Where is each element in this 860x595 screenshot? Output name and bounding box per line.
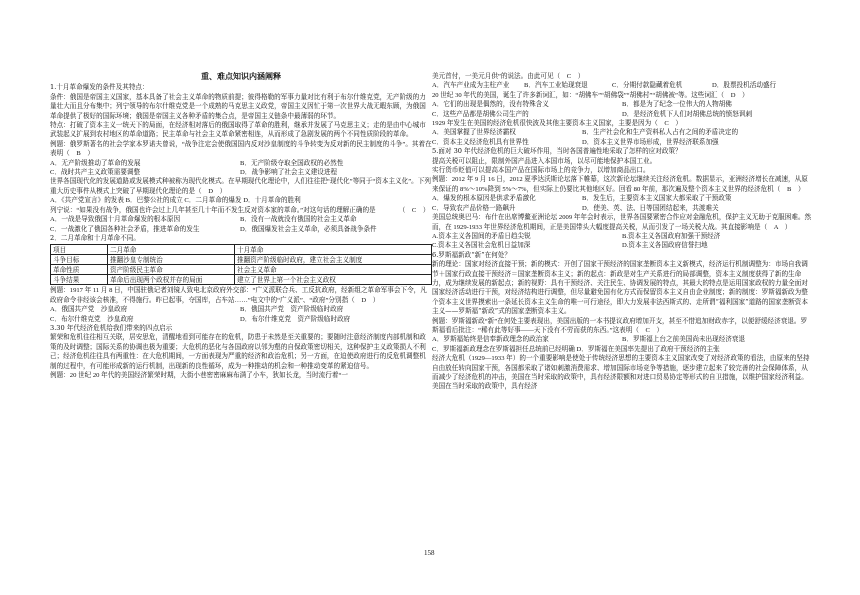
option-row <box>50 305 432 314</box>
option: A．罗斯福始终是信奉新政理念的政治家 <box>432 336 549 344</box>
table-row <box>51 265 432 275</box>
paragraph: 条件：俄国是帝国主义国家，基本具备了社会主义革命的物质前提；彼得格勒的军事力量对比有利于布尔什维克党，无产阶级的力量壮大而且分布集中；列宁领导的布尔什维克党是一个成熟的马克思主义政党，帝国主义因忙于第一次世界大战无暇东顾，为俄国革命提供了极好的国际环境；俄国是帝国主义各种矛盾的集合点，是帝国主义链条中最薄弱的环节。 <box>50 92 426 120</box>
option: A．爆发的根本原因是供求矛盾激化 <box>432 195 536 203</box>
option: B．都是为了纪念一位伟大的人物胡佛 <box>622 101 732 109</box>
option: B．生产社会化和生产资料私人占有之间的矛盾决定的 <box>582 129 739 137</box>
example-question: 世界各国现代化的发展道路或发展模式种被称为现代化模式。在早期现代化理论中，人们往往把“现代化”等同于“资本主义化”。下列重大历史事件从模式上突破了早期现代化理论的是（ D ） <box>50 178 431 195</box>
table-cell: 推翻沙皇专制统治 <box>108 255 235 265</box>
option: B．汽车工业始现衰退 <box>524 82 588 90</box>
option: B．无产阶级夺取全国政权的必然性 <box>240 159 344 167</box>
table-row <box>51 255 432 265</box>
example-question: 例题：1917 年 11 月 8 日，中国驻俄记者刘镜人致电北京政府外交部：“广义派联合兵、工反抗政府，经新组之革命军事会下令，凡政府命令非经该会核准，不得施行。昨已起事，夺国库，占车站……”电文中的“广义派”、“政府”分别指（ D ） <box>50 287 427 304</box>
option: D．俄国爆发社会主义革命，必须具备战争条件 <box>240 225 377 233</box>
page-title: 重、难点知识内涵阐释 <box>201 71 281 81</box>
example-question: 列宁说：“如果没有战争，俄国也许会过上几年甚至几十年而不发生反对资本家的革命。”对这句话的理解正确的是 （ C ） <box>50 206 430 214</box>
option-row <box>432 81 812 90</box>
option: A．俄国共产党 沙皇政府 <box>50 306 128 314</box>
option-row <box>432 232 812 241</box>
option: C．布尔什维克党 沙皇政府 <box>50 315 134 323</box>
option-row <box>432 194 812 203</box>
left-column <box>50 72 432 380</box>
example-question: 20 世纪 30 年代的美国，诞生了许多新词汇，如：“胡佛车”“胡佛袋”“胡佛村”“胡佛被”等。这些词汇（ D ） <box>432 91 749 99</box>
example-question: 例题：2012 年 9 月 16 日，2012 夏季达沃斯论坛落下帷幕，这次新论坛继续关注经济危机。数据显示，亚洲经济增长在减速，从原来保证的 8%～10%降到 5%～7%，但实际上仍要比其他地区好。回看 80 年前，那次遍及整个资本主义世界的经济危机（ B ） <box>432 176 808 193</box>
option: D.资本主义各国政府信誉扫地 <box>622 242 708 250</box>
option: B．发生后，主要资本主义国家大都采取了干预政策 <box>582 195 732 203</box>
example-question: 例题：20 世纪 20 年代的美国经济繁荣时期，大街小巷密密麻麻布满了小车，狄如长龙，当时流行着“一 <box>50 371 348 379</box>
table-header-cell: 项目 <box>51 245 108 255</box>
option-row <box>432 110 812 119</box>
table-header-cell: 二月革命 <box>108 245 235 255</box>
option-row <box>50 225 432 234</box>
option: C．资本主义经济危机具有世界性 <box>432 138 529 146</box>
example-question: 例题：罗斯福新政“新”在何处主要表现出，美国出版的一本书提议政府增加开支，甚至不惜追加财政赤字，以便舒缓经济衰退。罗斯福看后批注：“稀有此等好事——天下没有不劳而获的东西。”这表明（ C ） <box>432 317 808 334</box>
option: C．战时共产主义政策需要调整 <box>50 169 141 177</box>
table-cell: 斗争结果 <box>51 275 108 285</box>
table-cell: 建立了世界上第一个社会主义政权 <box>235 275 432 285</box>
table-cell: 社会主义革命 <box>235 265 432 275</box>
table-row <box>51 275 432 285</box>
option-row <box>432 335 812 344</box>
option-row <box>50 215 432 224</box>
example-question: 1929 年发生在美国的经济危机很快波及其他主要资本主义国家，主要是因为（ C ） <box>432 120 683 128</box>
paragraph: 提高关税可以阻止，限制外国产品进入本国市场，以尽可能地保护本国工业。 <box>432 156 657 165</box>
example-question: 美国总统奥巴马：布什在出席博鳌亚洲论坛 2009 年年会时表示，世界各国要紧密合作应对金融危机，保护主义无助于克服困难。然而，在 1929-1933 年世界经济危机期间，正是美国带头大幅度提高关税，从而引发了一场关税大战。其直接影响是（ A ） <box>432 214 812 231</box>
option: C．分期付款隐藏着危机 <box>612 82 683 90</box>
section-heading: 6.罗斯福新政“新”在何处？ <box>432 250 511 259</box>
table-header-cell: 十月革命 <box>235 245 432 255</box>
paragraph: 经济大危机（1929—1933 年）的一个重要影响是使处于传统经济思想的主要资本主义国家改变了对经济政策的看法，由原来的坚持自由放任转向国家干预，各国都采取了诸如刺激消费需求、增加国际市场竞争等措施，逐步建立起来了较完善的社会保障体系，从而减少了经济危机的冲击，美国在当时采取的政策中，具有经济限额和对进口贸易协定等形式的自卫措施，以维护国家经济利益。美国在当时采取的政策中，具有经济 <box>432 355 810 391</box>
paragraph: 1.十月革命爆发的条件及其特点： <box>50 83 149 92</box>
paragraph: 繁荣和危机往往相互关联，居安思危，清醒地看到可能存在的危机，防患于未然是至关重要的；要随时注意经济制度内部机制和政策的及时调整；国际关系的协调也极为重要；大危机的恶化与各国政府以邻为壑的自保政策密切相关，这种保护主义政策损人不利己；经济危机往往具有两重性：在大危机期间，一方面表现为严重的经济和政治危机；另一方面，在迫使政府进行的反危机调整机制的过程中，有可能形成新的运行机制，出现新的良性循环，成为一种推动的机会和一种推动变革的紧迫信号。 <box>50 333 426 370</box>
option-row <box>50 168 432 177</box>
option-row <box>50 159 432 168</box>
option: D．资本主义世界市场形成，世界经济联系加强 <box>582 138 719 146</box>
option: A．它们的出现是偶然的，没有特殊含义 <box>432 101 549 109</box>
option-row <box>432 204 812 213</box>
option: B．俄国共产党 资产阶级临时政府 <box>240 306 344 314</box>
option: B．罗斯福上台之前美国尚未出现经济衰退 <box>622 336 746 344</box>
page-number: 158 <box>424 549 435 557</box>
table-cell: 推翻资产阶级临时政府，建立社会主义制度 <box>235 255 432 265</box>
option: D．战争影响了社会主义建设进程 <box>240 169 338 177</box>
right-column <box>432 72 812 392</box>
example-question: 例题：俄罗斯著名的社会学家本罗诺夫曾说，“战争注定会使俄国国内反对沙皇制度的斗争转变为反对新的民主制度的斗争”。其着在表明（ B ） <box>50 140 432 158</box>
table-cell: 资产阶级民主革命 <box>108 265 235 275</box>
paragraph: 特点：打破了资本主义一统天下的局面，在经济相对落后的俄国取得了革命的胜利，继承并发展了马克思主义；走的是由中心城市武装起义扩展到农村地区的革命道路；民主革命与社会主义革命紧密相连，从而形成了急剧发展的两个不同性质阶段的革命。 <box>50 121 426 139</box>
paragraph: 新的理论：国家对经济直接干预；新的模式：开创了国家干预经济的国家垄断资本主义新模式，经济运行机制调整为：市场自我调节＋国家行政直接干预经济＝国家垄断资本主义；新的起点：新政是对生产关系进行的局部调整，资本主义制度获得了新的生命力，成为继续发展的新起点；新的视野：具有干预经济、关注民生、协调发展的特点，其最大的特点是运用国家政权的力量全面对国家经济活动进行干预，对经济结构进行调整，但尽量避免国有化方式而保留资本主义自由企业制度；新的制度：罗斯福新政为整个资本主义世界摸索出一条延长资本主义生命的唯一可行途径，即大力发展非法西斯式的、走所谓“福利国家”道路的国家垄断资本主义——罗斯福“新政”式的国家垄断资本主义。 <box>432 260 808 316</box>
paragraph: 实行货币贬值可以提高本国产品在国际市场上的竞争力，以增加商品出口。 <box>432 166 650 175</box>
option-row <box>432 128 812 137</box>
option: D．是经济危机下人们对胡佛总统的愤怒讽刺 <box>622 110 753 118</box>
option: C.资本主义各国社会危机日益加深 <box>432 242 531 250</box>
option: D．布尔什维克党 资产阶级临时政府 <box>240 315 351 323</box>
option: C．一战激化了俄国各种社会矛盾，推进革命的发生 <box>50 225 200 233</box>
example-question: 美元首付，一美元月供”的说法。由此可见（ C ） <box>432 73 585 80</box>
option: B.资本主义各国政府加强干预经济 <box>622 232 721 240</box>
section-heading: 5.面对 30 年代经济危机的巨大破坏作用，当时各国普遍性地采取了怎样的应对政策？ <box>432 147 682 156</box>
option: D．股票投机活动盛行 <box>712 82 777 90</box>
option: B．没有一战就没有俄国的社会主义革命 <box>240 216 357 224</box>
section-heading: 2．二月革命和十月革命不同。 <box>50 233 140 242</box>
option: A．美国掌握了世界经济霸权 <box>432 129 516 137</box>
option: C．导致农产品价格一路飙升 <box>432 204 516 212</box>
table-cell: 革命性质 <box>51 265 108 275</box>
option: A．汽车产业成为主柱产业 <box>432 82 510 90</box>
section-heading: 3.30 年代经济危机给我们带来的四点启示 <box>50 323 173 332</box>
option: D．使美、英、法、日等国团结起来，共渡难关 <box>582 204 719 212</box>
option: C．这些产品都是胡佛公司生产的 <box>432 110 529 118</box>
table-cell: 斗争目标 <box>51 255 108 265</box>
option: A．无产阶级推动了革命的发展 <box>50 159 141 167</box>
option-row <box>432 100 812 109</box>
option: A.资本主义各国间的矛盾日趋尖锐 <box>432 232 531 240</box>
option-row <box>50 315 432 324</box>
option-row <box>432 241 812 250</box>
comparison-table <box>50 244 432 285</box>
option-row <box>432 138 812 147</box>
option-row: A．《共产党宣言》的发表 B．巴黎公社的成立 C．二月革命的爆发 D．十月革命的胜利 <box>50 197 301 205</box>
option: A．一战是导致俄国十月革命爆发的根本原因 <box>50 216 181 224</box>
option-row: C．罗斯福新政理念在罗斯福担任总统前已经明确 D．罗斯福在美国率先提出了政府干预经济的主张 <box>432 345 720 353</box>
table-header-row <box>51 245 432 255</box>
table-cell: 革命后出现两个政权并存的局面 <box>108 275 235 285</box>
